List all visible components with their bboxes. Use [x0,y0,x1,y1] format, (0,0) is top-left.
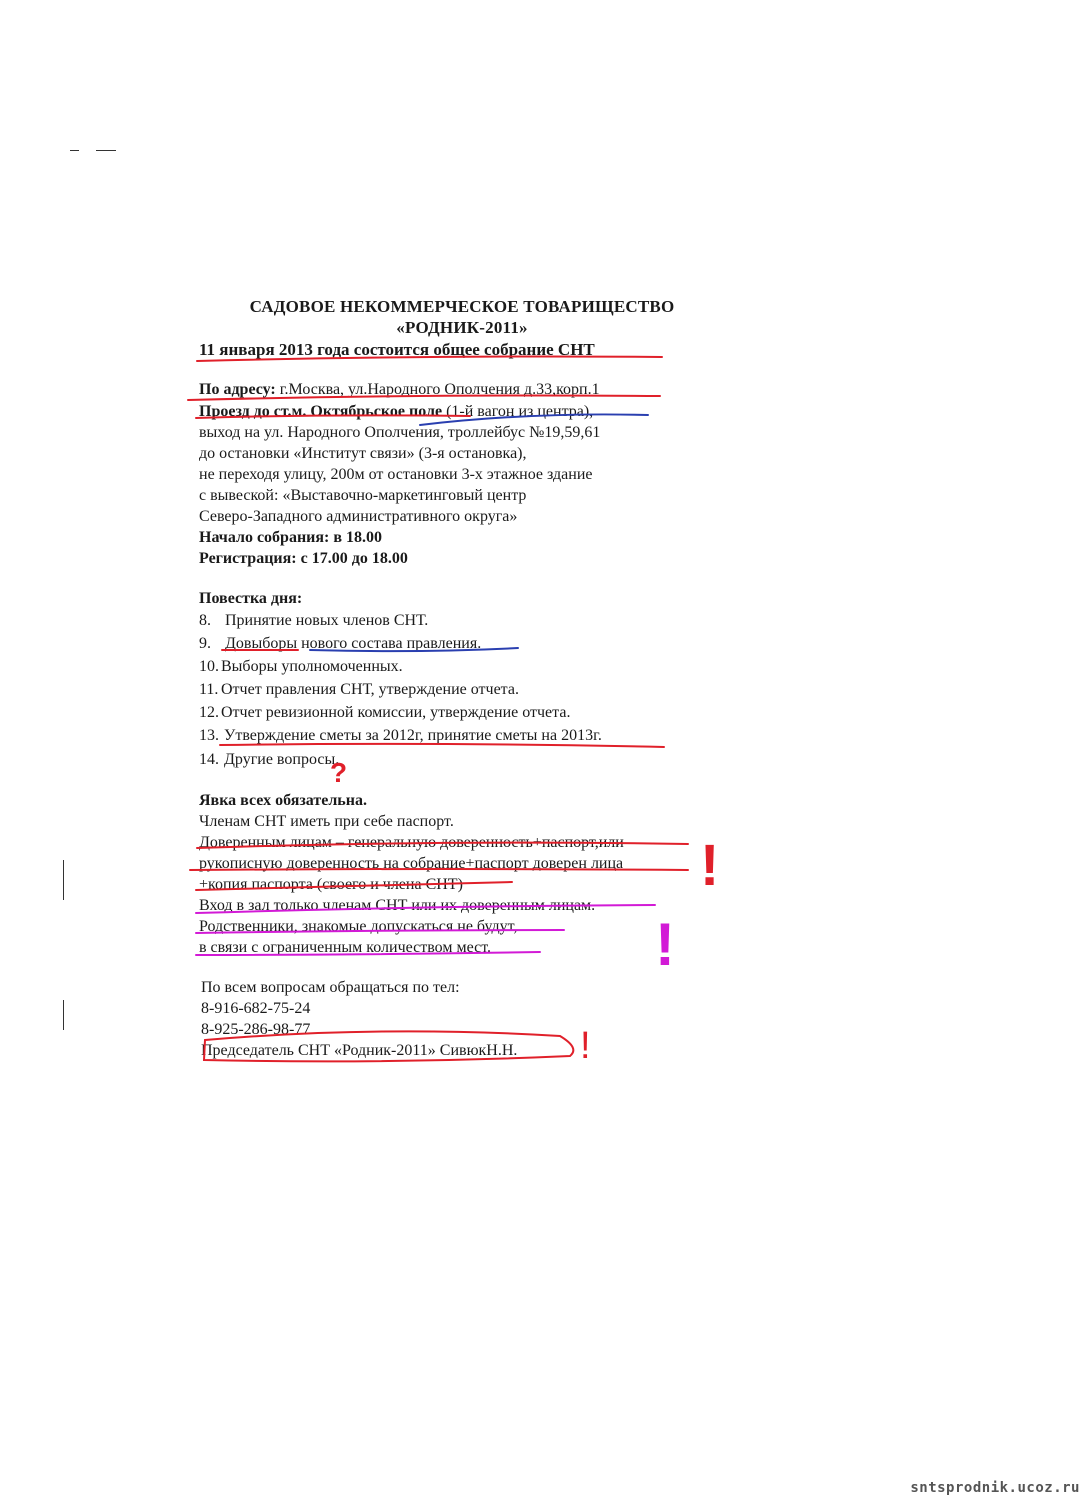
meeting-start: Начало собрания: в 18.00 [199,529,383,546]
registration-time: Регистрация: с 17.00 до 18.00 [199,550,408,567]
meeting-announcement: 11 января 2013 года состоится общее собрание СНТ [199,340,595,359]
notice-line: Доверенным лицам – генеральную доверенность+паспорт,или [199,834,624,851]
attendance-title: Явка всех обязательна. [199,792,367,809]
scan-mark [96,150,116,151]
org-name: САДОВОЕ НЕКОММЕРЧЕСКОЕ ТОВАРИЩЕСТВО [249,297,675,316]
directions-line: не переходя улицу, 200м от остановки 3-х этажное здание [199,466,593,483]
notice-line: Вход в зал только членам СНТ или их доверенным лицам. [199,897,596,914]
magenta-exclamation-mark: ! [655,911,675,978]
red-exclamation-mark: ! [700,833,720,898]
notice-line: рукописную доверенность на собрание+паспорт доверен лица [199,855,624,872]
notice-line: Родственники, знакомые допускаться не будут, [199,918,518,935]
address-line [199,380,600,400]
directions-line: до остановки «Институт связи» (3-я остановка), [199,445,527,462]
agenda-item: 13. Утверждение сметы за 2012г, принятие сметы на 2013г. [199,727,602,744]
agenda-item: 14. Другие вопросы. [199,751,340,768]
agenda-item: 9. Довыборы нового состава правления. [199,635,482,652]
chairman-signature: Председатель СНТ «Родник-2011» СивюкН.Н. [201,1042,518,1059]
contacts-intro: По всем вопросам обращаться по тел: [201,979,460,996]
site-watermark: sntsprodnik.ucoz.ru [910,1480,1080,1496]
route-note: (1-й вагон из центра), [442,403,594,420]
red-question-mark: ? [330,757,348,788]
agenda-item: 10. Выборы уполномоченных. [199,658,403,675]
org-short-name: «РОДНИК-2011» [396,318,528,337]
route-line [199,402,593,422]
route-label: Проезд до ст.м. Октябрьское поле [199,403,443,420]
address-value: г.Москва, ул.Народного Ополчения д.33,корп.1 [275,381,600,398]
scan-mark [63,860,64,900]
red-exclamation-mark: ! [580,1025,591,1067]
address-label: По адресу: [199,381,276,398]
directions-line: выход на ул. Народного Ополчения, троллейбус №19,59,61 [199,424,601,441]
directions-line: Северо-Западного административного округа» [199,508,518,525]
agenda-title: Повестка дня: [199,590,303,607]
scan-mark [63,1000,64,1030]
agenda-item: 8. Принятие новых членов СНТ. [199,612,429,629]
phone-number: 8-925-286-98-77 [201,1021,311,1038]
notice-line: Членам СНТ иметь при себе паспорт. [199,813,454,830]
agenda-item: 11. Отчет правления СНТ, утверждение отчета. [199,681,519,698]
notice-line: +копия паспорта (своего и члена СНТ) [199,876,463,893]
directions-line: с вывеской: «Выставочно-маркетинговый центр [199,487,527,504]
notice-line: в связи с ограниченным количеством мест. [199,939,491,956]
phone-number: 8-916-682-75-24 [201,1000,311,1017]
agenda-item: 12. Отчет ревизионной комиссии, утверждение отчета. [199,704,571,721]
scan-mark [70,150,79,151]
